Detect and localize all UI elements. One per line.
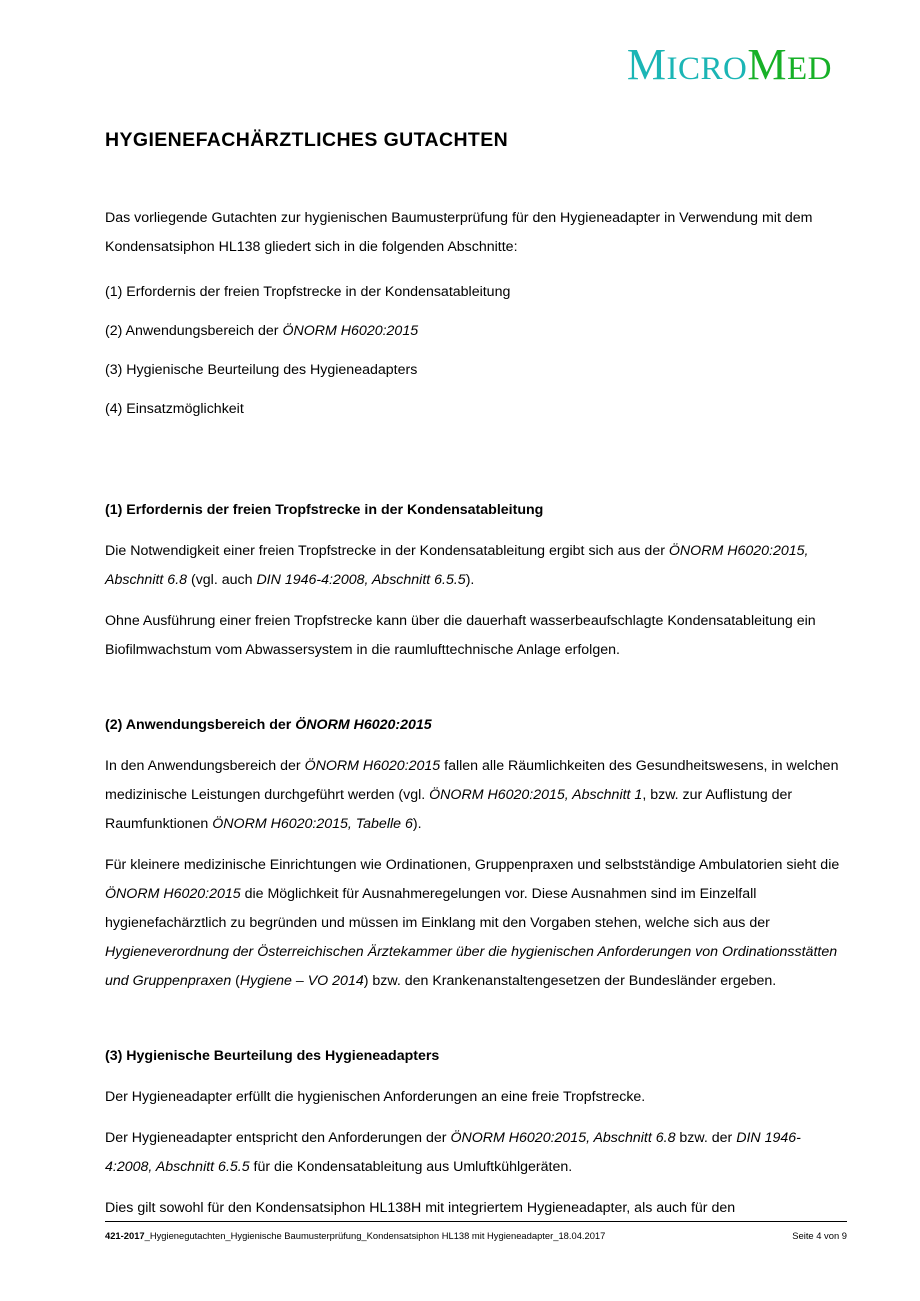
s2p1-b: fallen alle Räumlichkeiten des Gesundheitswesens, in welchen medizinische Leistungen durchgeführt werden (vgl. [105, 758, 839, 804]
s2p2-d: ) bzw. den Krankenanstaltengesetzen der Bundesländer ergeben. [363, 973, 777, 990]
section-2-paragraph-2 [105, 851, 847, 996]
s3p2-b: bzw. der [675, 1130, 737, 1147]
section-2-paragraph-1 [105, 752, 847, 839]
spacer [105, 740, 847, 752]
s2p2-standard-1: ÖNORM H6020:2015 [105, 886, 241, 903]
section-1-paragraph-2: Ohne Ausführung einer freien Tropfstrecke kann über die dauerhaft wasserbeaufschlagte Kondensatableitung ein Biofilmwachstum vom Abwassersystem in die raumlufttechnische Anlage erfolgen. [105, 613, 816, 659]
document-body [105, 0, 847, 1223]
s2p1-standard-1: ÖNORM H6020:2015 [304, 758, 441, 775]
s2p2-regulation-short: Hygiene – VO 2014 [239, 973, 364, 990]
spacer [105, 839, 847, 851]
s2p2-regulation: Hygieneverordnung der Österreichischen Ärztekammer über die hygienischen Anforderungen von Ordinationsstätten und Gruppenpraxen [105, 944, 838, 990]
s3p2-a: Der Hygieneadapter entspricht den Anforderungen der [105, 1130, 451, 1147]
spacer [105, 152, 847, 204]
spacer [105, 595, 847, 607]
intro-paragraph: Das vorliegende Gutachten zur hygienischen Baumusterprüfung für den Hygieneadapter in Verwendung mit dem Kondensatsiphon HL138 gliedert sich in die folgenden Abschnitte: [105, 210, 813, 256]
footer-reference-number: 421-2017 [105, 1230, 145, 1241]
section-2-heading-text: (2) Anwendungsbereich der [105, 717, 296, 734]
s2p2-c: ( [231, 973, 240, 990]
spacer [105, 525, 847, 537]
section-3-paragraph-2 [105, 1124, 847, 1182]
logo-micro-cap: M [626, 40, 667, 89]
footer-document-reference [105, 1229, 605, 1242]
s1p1-c: ). [465, 572, 475, 589]
toc-item-4 [105, 395, 847, 424]
toc-item-2-standard: ÖNORM H6020:2015 [282, 323, 419, 340]
s1p1-a: Die Notwendigkeit einer freien Tropfstrecke in der Kondensatableitung ergibt sich aus der [105, 543, 669, 560]
section-3-heading [105, 1042, 847, 1071]
s2p2-b: die Möglichkeit für Ausnahmeregelungen vor. Diese Ausnahmen sind im Einzelfall hygienefachärztlich zu begründen und müssen im Einklang mit den Vorgaben stehen, welche sich aus der [105, 886, 770, 932]
s2p1-c: , bzw. zur Auflistung der Raumfunktionen [105, 787, 793, 833]
section-2-heading-standard: ÖNORM H6020:2015 [295, 717, 432, 734]
spacer [105, 424, 847, 496]
spacer [105, 385, 847, 395]
s3p2-c: für die Kondensatableitung aus Umluftkühlgeräten. [249, 1159, 573, 1176]
s1p1-standard-2: DIN 1946-4:2008, Abschnitt 6.5.5 [256, 572, 466, 589]
s1p1-b: (vgl. auch [187, 572, 257, 589]
toc-item-3-text: (3) Hygienische Beurteilung des Hygieneadapters [105, 362, 418, 379]
toc-item-2-text: (2) Anwendungsbereich der [105, 323, 283, 340]
s2p1-d: ). [412, 816, 422, 833]
s2p1-standard-2: ÖNORM H6020:2015, Abschnitt 1 [429, 787, 643, 804]
spacer [105, 996, 847, 1042]
footer-reference-rest: _Hygienegutachten_Hygienische Baumusterprüfung_Kondensatsiphon HL138 mit Hygieneadapter_18.04.2017 [144, 1230, 606, 1241]
page-title: HYGIENEFACHÄRZTLICHES GUTACHTEN [105, 129, 509, 151]
s2p1-a: In den Anwendungsbereich der [105, 758, 305, 775]
spacer [105, 665, 847, 711]
s3p2-standard-2: DIN 1946-4:2008, Abschnitt 6.5.5 [105, 1130, 801, 1176]
section-3-paragraph-1: Der Hygieneadapter erfüllt die hygienischen Anforderungen an eine freie Tropfstrecke. [105, 1089, 646, 1106]
toc-item-1-text: (1) Erfordernis der freien Tropfstrecke in der Kondensatableitung [105, 284, 511, 301]
footer-divider [105, 1221, 847, 1222]
toc-item-2 [105, 317, 847, 346]
section-1-paragraph-1 [105, 537, 847, 595]
section-2-heading [105, 711, 847, 740]
spacer [105, 346, 847, 356]
page-footer [105, 1221, 847, 1242]
section-1-heading-text: (1) Erfordernis der freien Tropfstrecke in der Kondensatableitung [105, 502, 544, 519]
spacer [105, 262, 847, 278]
spacer [105, 1182, 847, 1194]
s2p2-a: Für kleinere medizinische Einrichtungen wie Ordinationen, Gruppenpraxen und selbstständige Ambulatorien sieht die [105, 857, 840, 874]
toc-item-3 [105, 356, 847, 385]
s3p2-standard-1: ÖNORM H6020:2015, Abschnitt 6.8 [450, 1130, 676, 1147]
s2p1-standard-3: ÖNORM H6020:2015, Tabelle 6 [212, 816, 413, 833]
section-1-heading [105, 496, 847, 525]
logo-med-cap: M [747, 40, 787, 89]
section-3-heading-text: (3) Hygienische Beurteilung des Hygieneadapters [105, 1048, 440, 1065]
spacer [105, 1112, 847, 1124]
spacer [105, 1071, 847, 1083]
toc-item-4-text: (4) Einsatzmöglichkeit [105, 401, 244, 418]
s1p1-standard-1: ÖNORM H6020:2015, Abschnitt 6.8 [105, 543, 809, 589]
footer-row [105, 1229, 847, 1242]
section-3-paragraph-3: Dies gilt sowohl für den Kondensatsiphon HL138H mit integriertem Hygieneadapter, als auch für den [105, 1200, 736, 1217]
logo-micro-rest: ICRO [666, 51, 748, 87]
toc-item-1 [105, 278, 847, 307]
footer-page-number: Seite 4 von 9 [792, 1230, 847, 1241]
spacer [105, 307, 847, 317]
logo-med-rest: ED [787, 51, 832, 87]
